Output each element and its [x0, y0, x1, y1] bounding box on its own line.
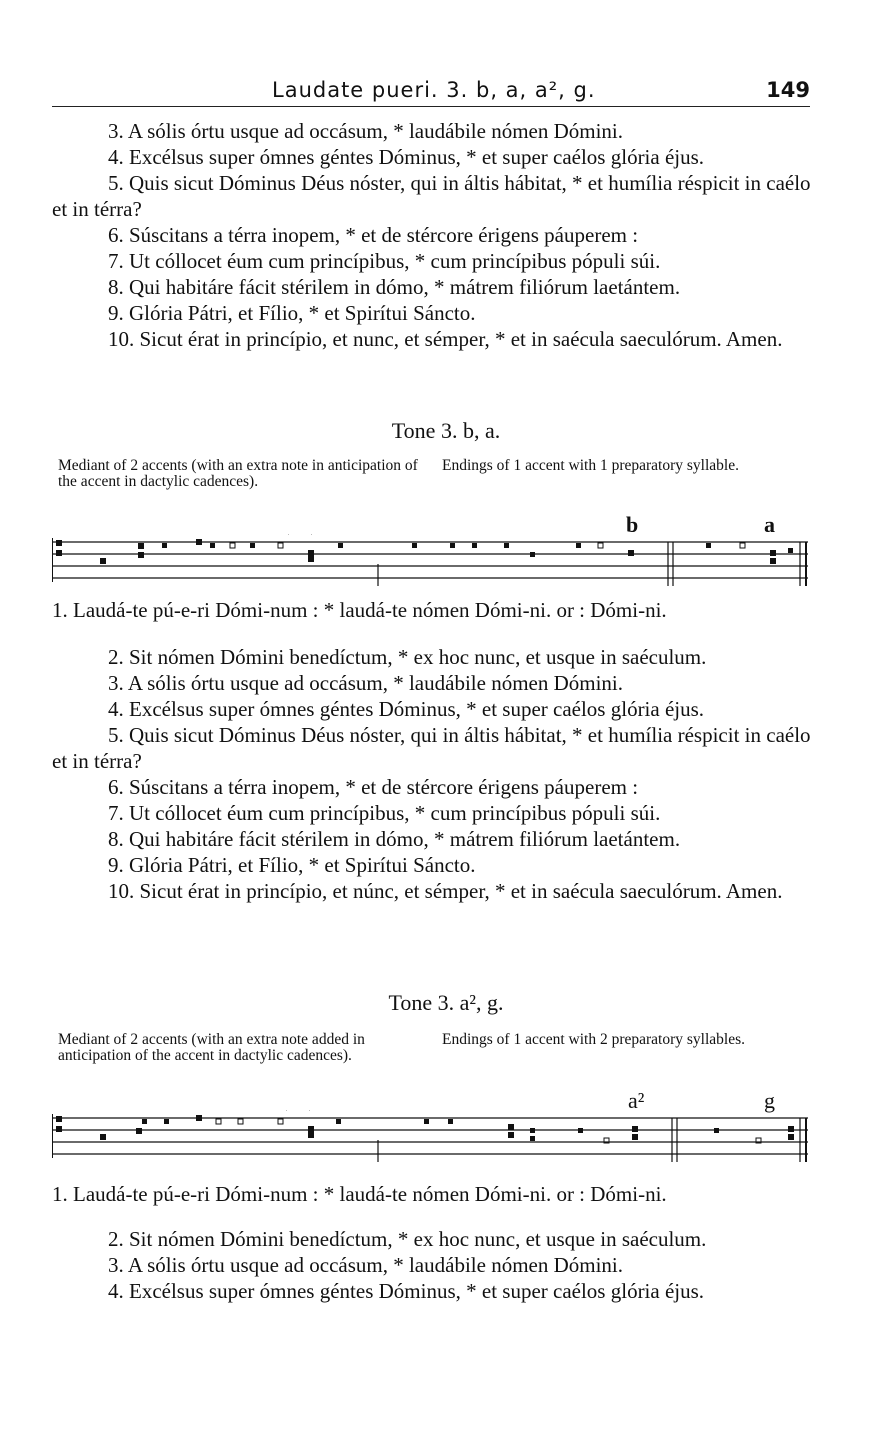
verse: 3. A sólis órtu usque ad occásum, * laudábile nómen Dómini. — [108, 119, 624, 143]
sample-text-2: 1. Laudá-te pú-e-ri Dómi-num : * laudá-te nómen Dómi-ni. or : Dómi-ni. — [52, 1182, 667, 1206]
ending-label-g: g — [764, 1088, 775, 1113]
staff-notation — [52, 534, 808, 590]
page-number: 149 — [766, 78, 810, 102]
verse: 3. A sólis órtu usque ad occásum, * laudábile nómen Dómini. — [108, 671, 624, 695]
ending-label-a2: a² — [628, 1088, 645, 1113]
staff-notation — [52, 1110, 808, 1166]
verse: 3. A sólis órtu usque ad occásum, * laudábile nómen Dómini. — [108, 1253, 624, 1277]
tone-title: Tone 3. b, a. — [391, 418, 501, 443]
mediant-note: Mediant of 2 accents (with an extra note in anticipation of the accent in dactylic cadences). — [58, 457, 418, 490]
ending-label-b: b — [626, 512, 639, 537]
verses-section-2 — [52, 644, 812, 904]
verse: 4. Excélsus super ómnes géntes Dóminus, * et super caélos glória éjus. — [108, 145, 705, 169]
verse: 6. Súscitans a térra inopem, * et de stércore érigens páuperem : — [108, 223, 639, 247]
verse: 2. Sit nómen Dómini benedíctum, * ex hoc nunc, et usque in saéculum. — [108, 645, 707, 669]
verse: 4. Excélsus super ómnes géntes Dóminus, * et super caélos glória éjus. — [108, 697, 705, 721]
verse: 7. Ut cóllocet éum cum princípibus, * cum princípibus pópuli súi. — [108, 249, 661, 273]
verses-section-3 — [52, 1226, 812, 1304]
tone-title: Tone 3. a², g. — [388, 990, 504, 1015]
verse: 10. Sicut érat in princípio, et nunc, et sémper, * et in saécula saeculórum. Amen. — [108, 327, 783, 351]
ending-label-a: a — [764, 512, 775, 537]
verse: 4. Excélsus super ómnes géntes Dóminus, * et super caélos glória éjus. — [108, 1279, 705, 1303]
running-title: Laudate pueri. 3. b, a, a², g. — [272, 78, 596, 102]
verse: 7. Ut cóllocet éum cum princípibus, * cum princípibus pópuli súi. — [108, 801, 661, 825]
sample-text-1: 1. Laudá-te pú-e-ri Dómi-num : * laudá-te nómen Dómi-ni. or : Dómi-ni. — [52, 598, 667, 622]
verse: 8. Qui habitáre fácit stérilem in dómo, * mátrem filiórum laetántem. — [108, 275, 681, 299]
endings-note: Endings of 1 accent with 2 preparatory syllables. — [442, 1031, 746, 1048]
verse: 8. Qui habitáre fácit stérilem in dómo, * mátrem filiórum laetántem. — [108, 827, 681, 851]
verse: 10. Sicut érat in princípio, et núnc, et sémper, * et in saécula saeculórum. Amen. — [108, 879, 783, 903]
verse: 5. Quis sicut Dóminus Déus nóster, qui in áltis hábitat, * et humília réspicit in caélo et in térra? — [52, 723, 811, 773]
page-header — [52, 72, 810, 107]
mediant-note: Mediant of 2 accents (with an extra note added in anticipation of the accent in dactylic cadences). — [58, 1031, 365, 1064]
verses-section-1 — [52, 118, 812, 352]
verse: 9. Glória Pátri, et Fílio, * et Spirítui Sáncto. — [108, 301, 476, 325]
endings-note: Endings of 1 accent with 1 preparatory syllable. — [442, 457, 739, 474]
music-staff-1 — [52, 534, 808, 584]
verse: 5. Quis sicut Dóminus Déus nóster, qui in áltis hábitat, * et humília réspicit in caélo et in térra? — [52, 171, 811, 221]
verse: 9. Glória Pátri, et Fílio, * et Spirítui Sáncto. — [108, 853, 476, 877]
music-staff-2 — [52, 1110, 808, 1160]
verse: 6. Súscitans a térra inopem, * et de stércore érigens páuperem : — [108, 775, 639, 799]
verse: 2. Sit nómen Dómini benedíctum, * ex hoc nunc, et usque in saéculum. — [108, 1227, 707, 1251]
